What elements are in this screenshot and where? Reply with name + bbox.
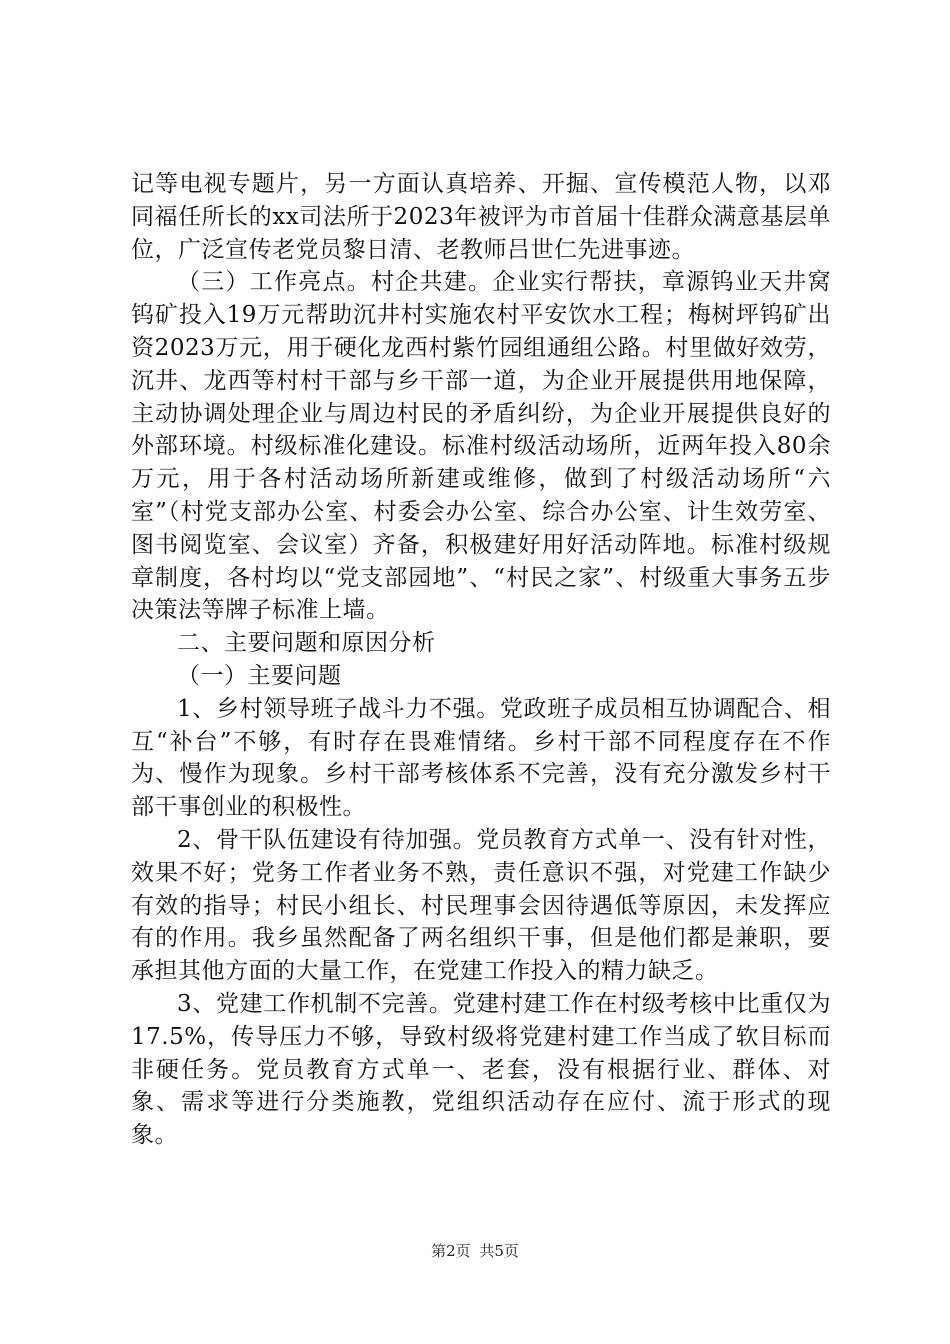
page-number: 第2页	[431, 1242, 471, 1260]
paragraph-problem-3: 3、党建工作机制不完善。党建村建工作在村级考核中比重仅为17.5%，传导压力不够，导致村级将党建村建工作当成了软目标而非硬任务。党员教育方式单一、老套，没有根据行业、群体、对象、需求等进行分类施教，党组织活动存在应付、流于形式的现象。	[131, 990, 831, 1149]
paragraph-highlights: （三）工作亮点。村企共建。企业实行帮扶，章源钨业天井窝钨矿投入19万元帮助沉井村实施农村平安饮水工程；梅树坪钨矿出资2023万元，用于硬化龙西村紫竹园组通组公路。村里做好效劳，沉井、龙西等村村干部与乡干部一道，为企业开展提供用地保障，主动协调处理企业与周边村民的矛盾纠纷，为企业开展提供良好的外部环境。村级标准化建设。标准村级活动场所，近两年投入80余万元，用于各村活动场所新建或维修，做到了村级活动场所“六室”（村党支部办公室、村委会办公室、综合办公室、计生效劳室、图书阅览室、会议室）齐备，积极建好用好活动阵地。标准村级规章制度，各村均以“党支部园地”、“村民之家”、村级重大事务五步决策法等牌子标准上墙。	[131, 269, 831, 624]
document-body	[131, 168, 831, 1152]
paragraph-continuation: 记等电视专题片，另一方面认真培养、开掘、宣传模范人物，以邓同福任所长的xx司法所于2023年被评为市首届十佳群众满意基层单位，广泛宣传老党员黎日清、老教师吕世仁先进事迹。	[131, 171, 831, 263]
paragraph-problem-2: 2、骨干队伍建设有待加强。党员教育方式单一、没有针对性，效果不好；党务工作者业务不熟，责任意识不强，对党建工作缺少有效的指导；村民小组长、村民理事会因待遇低等原因，未发挥应有的作用。我乡虽然配备了两名组织干事，但是他们都是兼职，要承担其他方面的大量工作，在党建工作投入的精力缺乏。	[131, 826, 831, 985]
section-heading: 二、主要问题和原因分析	[177, 630, 436, 657]
page-footer	[0, 1240, 950, 1261]
paragraph-problem-1: 1、乡村领导班子战斗力不强。党政班子成员相互协调配合、相互“补台”不够，有时存在畏难情绪。乡村干部不同程度存在不作为、慢作为现象。乡村干部考核体系不完善，没有充分激发乡村干部干事创业的积极性。	[131, 695, 831, 821]
subsection-heading: （一）主要问题	[177, 662, 342, 689]
page-total: 共5页	[479, 1242, 519, 1260]
